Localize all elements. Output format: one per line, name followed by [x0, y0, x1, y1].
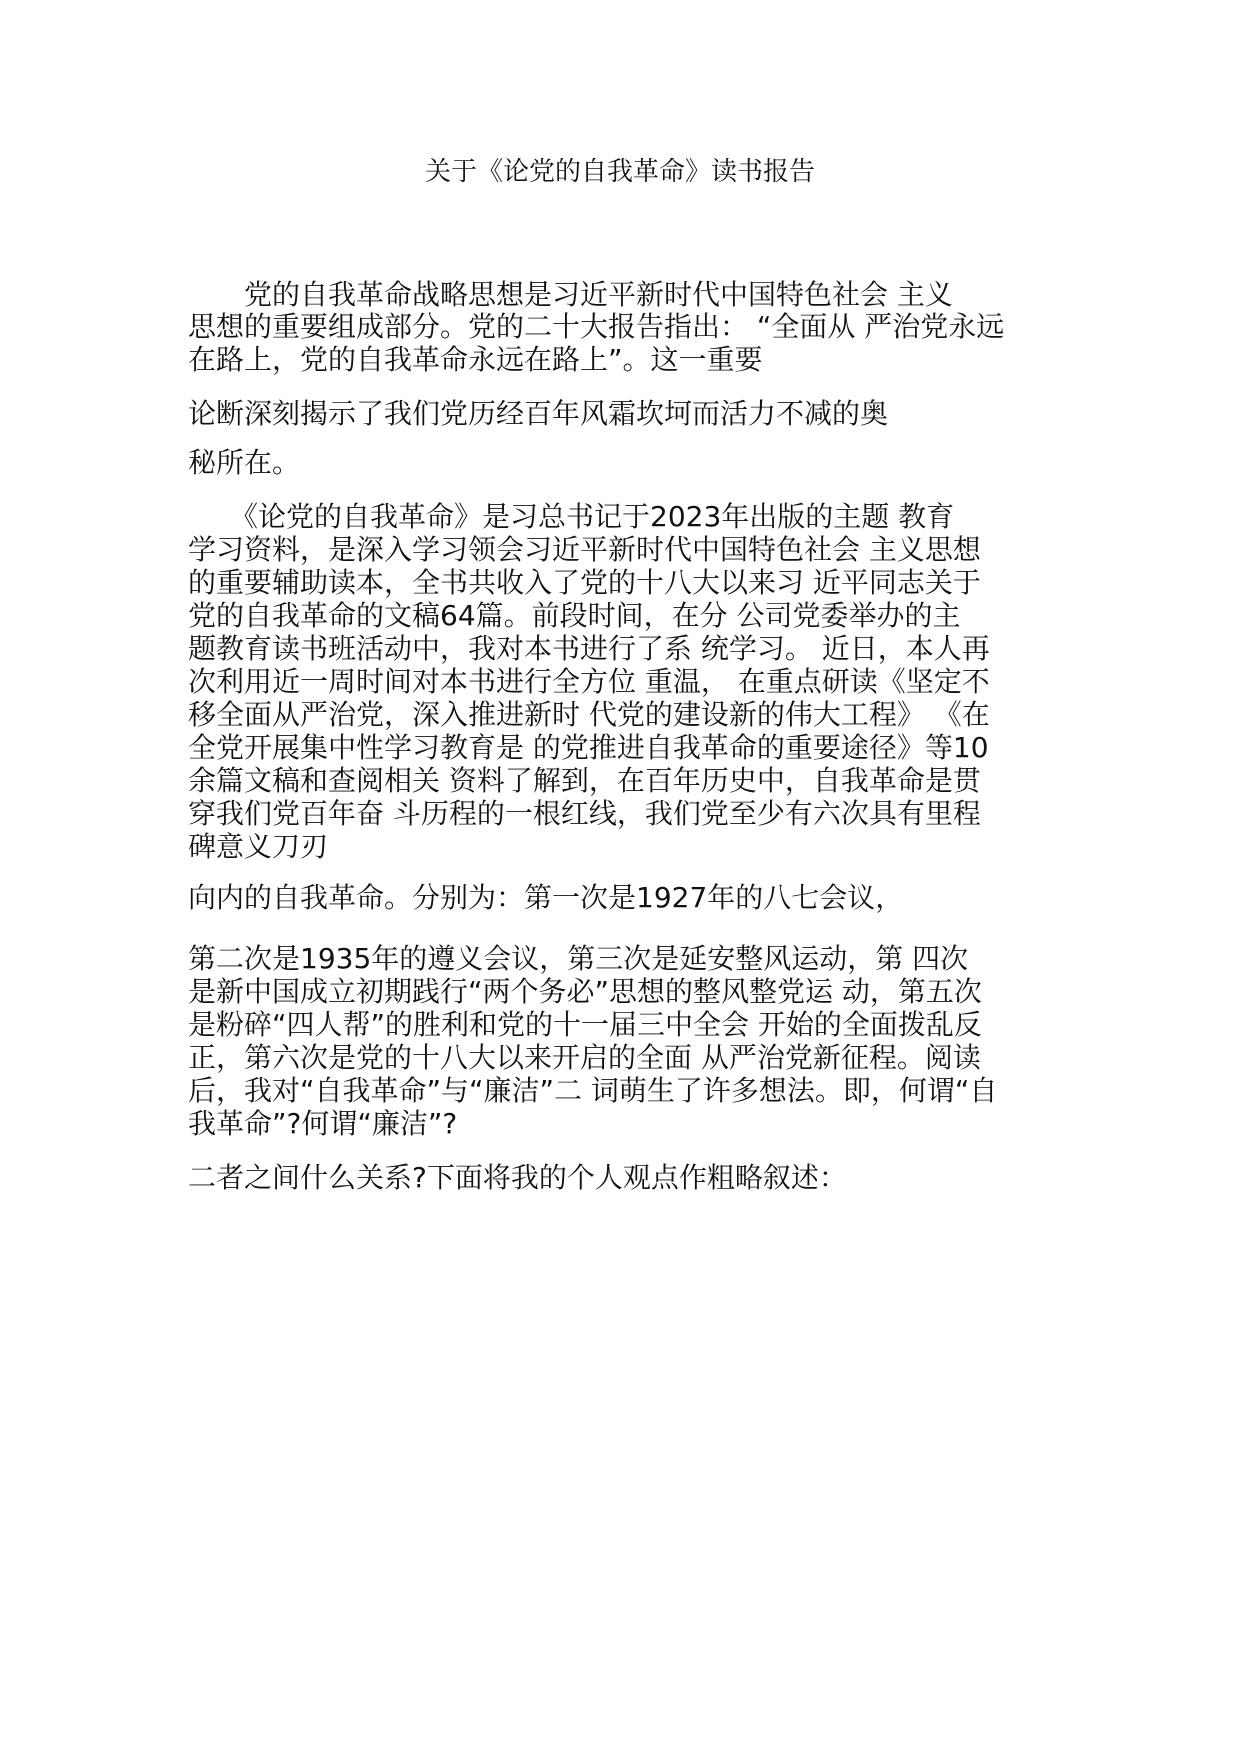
paragraph-line: 题教育读书班活动中，我对本书进行了系 统学习。 近日，本人再 [188, 632, 990, 665]
paragraph-line: 是新中国成立初期践行“两个务必”思想的整风整党运 动，第五次 [188, 975, 982, 1008]
paragraph-line: 是粉碎“四人帮”的胜利和党的十一届三中全会 开始的全面拨乱反 [188, 1008, 982, 1041]
paragraph-line: 二者之间什么关系?下面将我的个人观点作粗略叙述： [188, 1161, 847, 1194]
paragraph-line: 第二次是1935年的遵义会议，第三次是延安整风运动，第 四次 [188, 942, 969, 975]
paragraph-line: 向内的自我革命。分别为：第一次是1927年的八七会议， [188, 881, 904, 914]
paragraph-line: 后，我对“自我革命”与“廉洁”二 词萌生了许多想法。即，何谓“自 [188, 1074, 998, 1107]
paragraph-line: 次利用近一周时间对本书进行全方位 重温， 在重点研读《坚定不 [188, 665, 990, 698]
paragraph-line: 在路上，党的自我革命永远在路上”。这一重要 [188, 343, 763, 376]
paragraph-line: 的重要辅助读本，全书共收入了党的十八大以来习 近平同志关于 [188, 566, 981, 599]
paragraph-line: 正，第六次是党的十八大以来开启的全面 从严治党新征程。阅读 [188, 1041, 981, 1074]
paragraph-line: 论断深刻揭示了我们党历经百年风霜坎坷而活力不减的奥 [188, 397, 889, 430]
paragraph-line: 党的自我革命战略思想是习近平新时代中国特色社会 主义 [188, 278, 953, 311]
paragraph-line: 全党开展集中性学习教育是 的党推进自我革命的重要途径》等10 [188, 731, 989, 764]
paragraph-line: 《论党的自我革命》是习总书记于2023年出版的主题 教育 [188, 500, 955, 533]
paragraph-line: 碑意义刀刃 [188, 830, 329, 863]
paragraph-line: 思想的重要组成部分。党的二十大报告指出： “全面从 严治党永远 [188, 310, 1005, 343]
paragraph-line: 党的自我革命的文稿64篇。前段时间，在分 公司党委举办的主 [188, 599, 961, 632]
paragraph-line: 穿我们党百年奋 斗历程的一根红线，我们党至少有六次具有里程 [188, 797, 981, 830]
paragraph-line: 余篇文稿和查阅相关 资料了解到，在百年历史中，自我革命是贯 [188, 764, 981, 797]
paragraph-line: 秘所在。 [188, 446, 301, 479]
paragraph-line: 我革命”?何谓“廉洁”? [188, 1107, 458, 1140]
document-title: 关于《论党的自我革命》读书报告 [424, 157, 815, 187]
paragraph-line: 学习资料，是深入学习领会习近平新时代中国特色社会 主义思想 [188, 533, 981, 566]
paragraph-line: 移全面从严治党，深入推进新时 代党的建设新的伟大工程》 《在 [188, 698, 990, 731]
